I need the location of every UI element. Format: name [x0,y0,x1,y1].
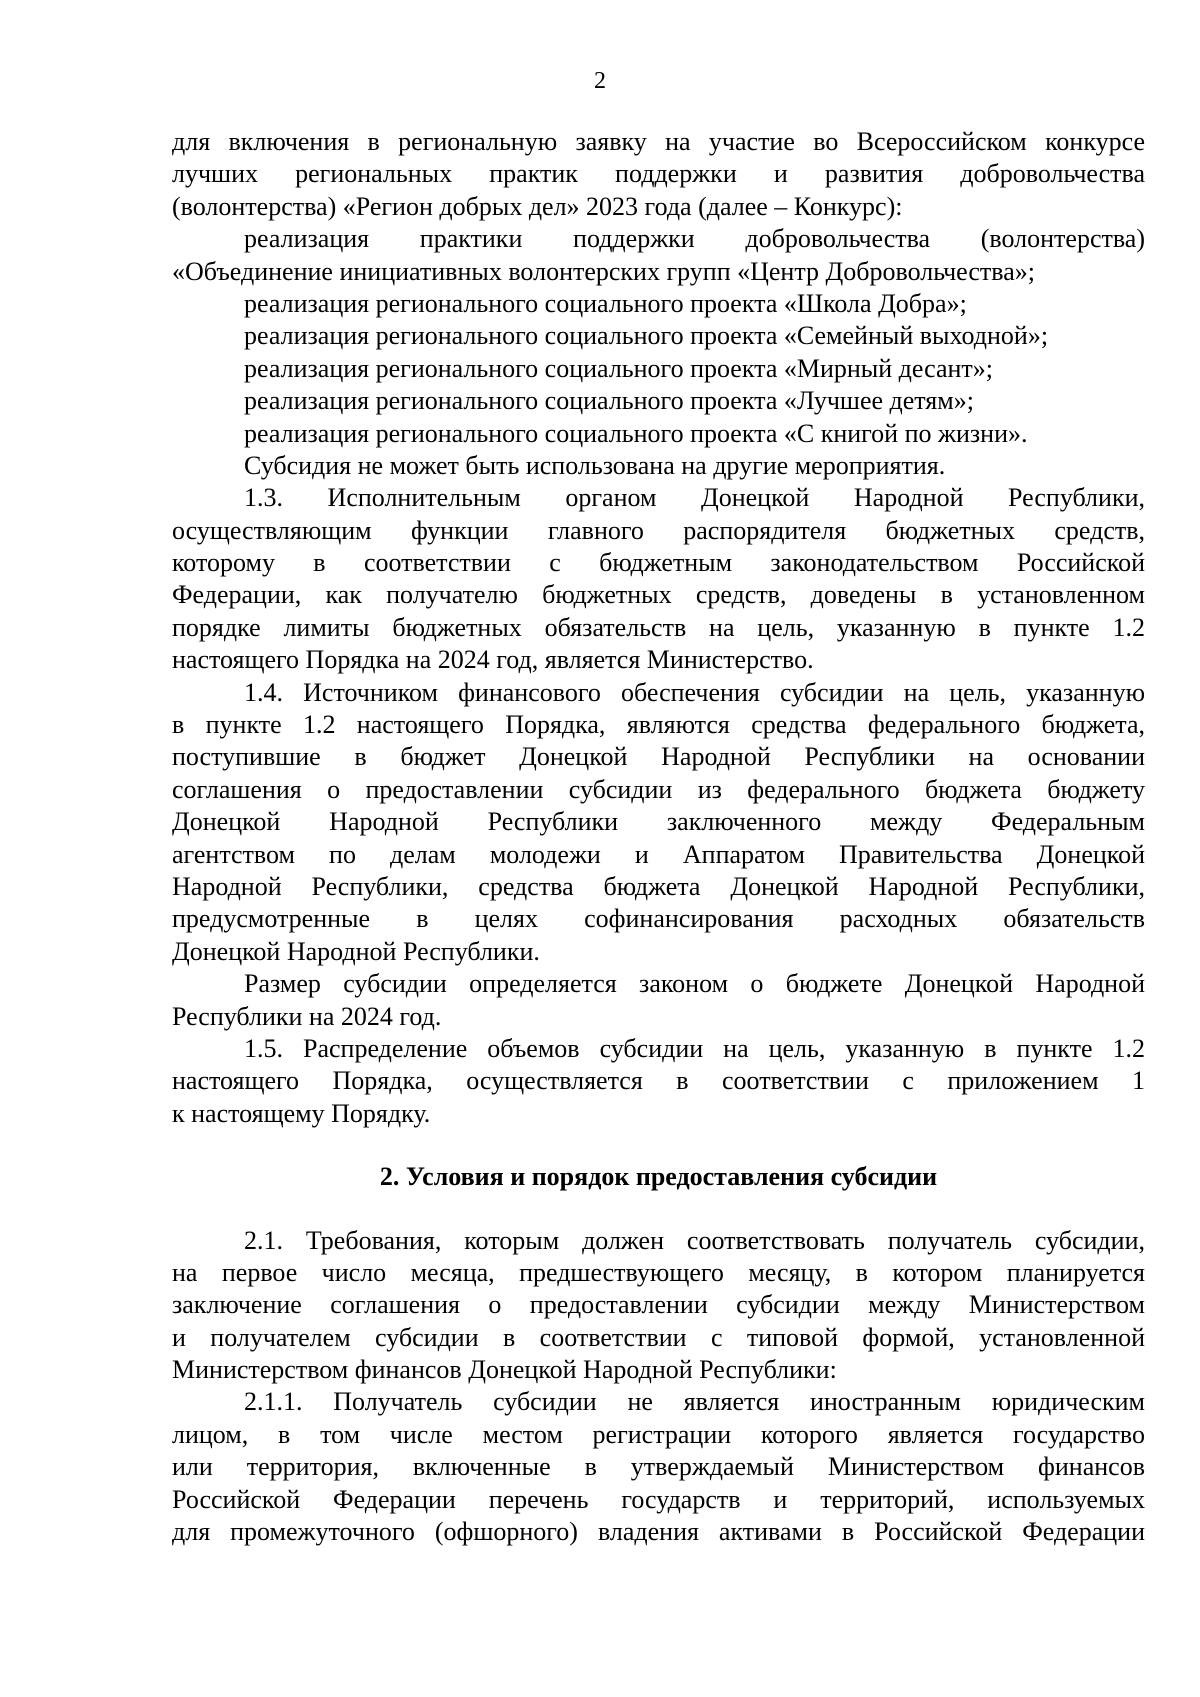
text-line: «Объединение инициативных волонтерских групп «Центр Добровольчества»; [172,256,1035,286]
text-line: Размер субсидии определяется законом о бюджете Донецкой Народной [244,969,1145,999]
text-line: реализация регионального социального проекта «Семейный выходной»; [244,321,1049,351]
text-line: 2.1. Требования, которым должен соответствовать получатель субсидии, [244,1225,1145,1255]
text-line: Народной Республики, средства бюджета Донецкой Народной Республики, [172,871,1145,901]
text-line: агентством по делам молодежи и Аппаратом Правительства Донецкой [172,839,1145,869]
text-line: реализация регионального социального проекта «Мирный десант»; [244,353,993,383]
text-line: лицом, в том числе местом регистрации которого является государство [172,1419,1145,1449]
text-line: (волонтерства) «Регион добрых дел» 2023 года (далее – Конкурс): [172,191,903,221]
text-line: Донецкой Народной Республики. [172,936,540,966]
text-line: соглашения о предоставлении субсидии из федерального бюджета бюджету [172,774,1145,804]
text-line: Федерации, как получателю бюджетных средств, доведены в установленном [172,580,1145,610]
text-line: реализация регионального социального проекта «Лучшее детям»; [244,386,974,416]
text-line: и получателем субсидии в соответствии с типовой формой, установленной [172,1322,1145,1352]
text-line: 1.3. Исполнительным органом Донецкой Народной Республики, [244,483,1145,513]
text-line: Субсидия не может быть использована на другие мероприятия. [244,450,946,480]
text-line: Донецкой Народной Республики заключенного между Федеральным [172,807,1145,837]
text-line: настоящего Порядка на 2024 год, является Министерство. [172,645,814,675]
text-line: реализация регионального социального проекта «Школа Добра»; [244,288,967,318]
text-line: которому в соответствии с бюджетным законодательством Российской [172,548,1145,578]
text-line: настоящего Порядка, осуществляется в соответствии с приложением 1 [172,1066,1145,1096]
text-line: для промежуточного (офшорного) владения активами в Российской Федерации [172,1517,1145,1547]
section-heading: 2. Условия и порядок предоставления субсидии [379,1162,938,1192]
text-line: Российской Федерации перечень государств и территорий, используемых [172,1484,1145,1514]
text-line: реализация практики поддержки добровольчества (волонтерства) [244,224,1145,254]
page-number: 2 [594,68,606,94]
text-line: к настоящему Порядку. [172,1098,431,1128]
text-line: Республики на 2024 год. [172,1001,442,1031]
text-line: 2.1.1. Получатель субсидии не является иностранным юридическим [244,1387,1145,1417]
text-line: предусмотренные в целях софинансирования расходных обязательств [172,904,1145,934]
text-line: 1.4. Источником финансового обеспечения субсидии на цель, указанную [244,677,1145,707]
text-line: реализация регионального социального проекта «С книгой по жизни». [244,418,1028,448]
text-line: 1.5. Распределение объемов субсидии на цель, указанную в пункте 1.2 [244,1033,1145,1063]
text-line: Министерством финансов Донецкой Народной Республики: [172,1355,837,1385]
text-line: поступившие в бюджет Донецкой Народной Республики на основании [172,742,1145,772]
text-line: или территория, включенные в утверждаемый Министерством финансов [172,1452,1145,1482]
document-body [172,126,1145,1548]
text-line: порядке лимиты бюджетных обязательств на цель, указанную в пункте 1.2 [172,612,1145,642]
text-line: в пункте 1.2 настоящего Порядка, являются средства федерального бюджета, [172,710,1145,740]
text-line: лучших региональных практик поддержки и развития добровольчества [172,159,1145,189]
text-line: заключение соглашения о предоставлении субсидии между Министерством [172,1290,1145,1320]
text-line: для включения в региональную заявку на участие во Всероссийском конкурсе [172,127,1145,156]
text-line: на первое число месяца, предшествующего месяцу, в котором планируется [172,1257,1145,1287]
text-line: осуществляющим функции главного распорядителя бюджетных средств, [172,515,1145,545]
